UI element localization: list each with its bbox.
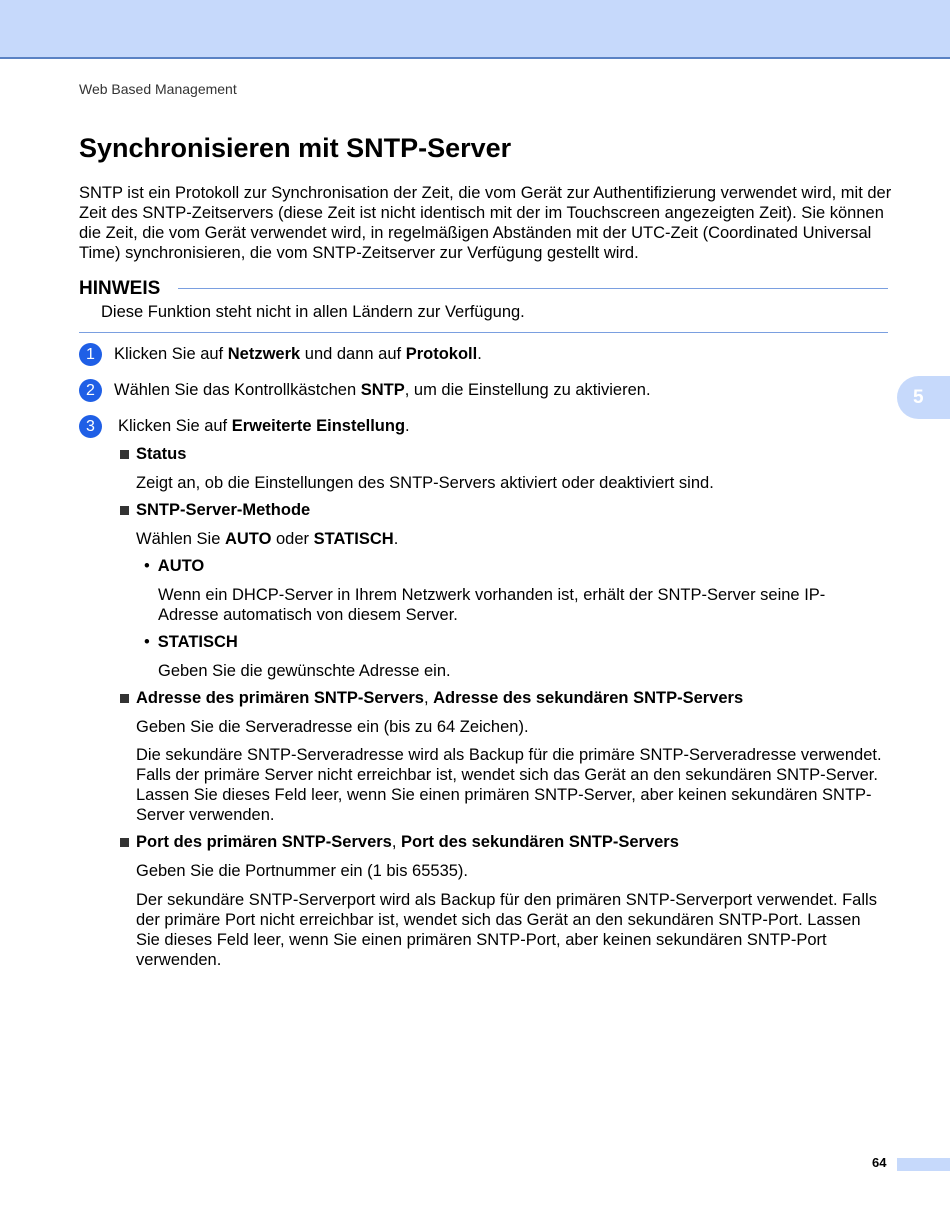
square-bullet-icon	[120, 450, 129, 459]
step-number-badge: 3	[79, 415, 102, 438]
menu-protokoll: Protokoll	[405, 345, 478, 363]
step-2	[79, 379, 651, 402]
square-bullet-icon	[120, 838, 129, 847]
square-bullet-icon	[120, 694, 129, 703]
note-divider-bottom	[79, 332, 888, 333]
square-bullet-icon	[120, 506, 129, 515]
advanced-settings-label: Erweiterte Einstellung	[231, 417, 406, 435]
menu-netzwerk: Netzwerk	[227, 345, 301, 363]
item-server-ports: Port des primären SNTP-Servers, Port des sekundären SNTP-Servers	[120, 833, 679, 852]
static-description: Geben Sie die gewünschte Adresse ein.	[158, 662, 451, 680]
status-description: Zeigt an, ob die Einstellungen des SNTP-Servers aktiviert oder deaktiviert sind.	[136, 474, 714, 492]
server-method-description: Wählen Sie AUTO oder STATISCH.	[136, 530, 399, 548]
step-number-badge: 1	[79, 343, 102, 366]
dot-bullet-icon: •	[144, 633, 150, 651]
step-1	[79, 343, 482, 366]
address-description-2: Die sekundäre SNTP-Serveradresse wird als Backup für die primäre SNTP-Serveradresse verwendet. Falls der primäre Server nicht erreichbar ist, wendet sich das Gerät an den sekundären SNTP-Server. Lassen Sie dieses Feld leer, wenn Sie einen primären SNTP-Server, aber keinen sekundären SNTP-Server verwenden.	[136, 746, 882, 824]
page-title: Synchronisieren mit SNTP-Server	[79, 133, 512, 163]
item-status: Status	[120, 445, 186, 464]
step-3	[79, 415, 410, 438]
address-description-1: Geben Sie die Serveradresse ein (bis zu 64 Zeichen).	[136, 718, 529, 736]
note-text: Diese Funktion steht nicht in allen Ländern zur Verfügung.	[101, 303, 525, 321]
port-description-1: Geben Sie die Portnummer ein (1 bis 65535).	[136, 862, 469, 880]
intro-paragraph: SNTP ist ein Protokoll zur Synchronisation der Zeit, die vom Gerät zur Authentifizierung verwendet wird, mit der Zeit des SNTP-Zeitservers (diese Zeit ist nicht identisch mit der im Touchscreen angezeigten Zeit). Sie können die Zeit, die vom Gerät verwendet wird, in regelmäßigen Abständen mit der UTC-Zeit (Coordinated Universal Time) synchronisieren, die vom SNTP-Zeitserver zur Verfügung gestellt wird.	[79, 184, 892, 262]
port-description-2: Der sekundäre SNTP-Serverport wird als Backup für den primären SNTP-Serverport verwendet. Falls der primäre Port nicht erreichbar ist, wendet sich das Gerät an den sekundären SNTP-Port. Lassen Sie dieses Feld leer, wenn Sie einen primären SNTP-Port, aber keinen sekundären SNTP-Port verwenden.	[136, 891, 877, 969]
step-text: Klicken Sie auf Erweiterte Einstellung.	[118, 417, 410, 435]
sub-item-auto: • AUTO	[144, 557, 205, 575]
sub-item-static: • STATISCH	[144, 633, 238, 651]
page-number-bar	[897, 1158, 950, 1171]
step-number-badge: 2	[79, 379, 102, 402]
item-server-method: SNTP-Server-Methode	[120, 501, 310, 520]
chapter-tab: 5	[897, 376, 950, 419]
running-header: Web Based Management	[79, 81, 237, 97]
step-text: Wählen Sie das Kontrollkästchen SNTP, um die Einstellung zu aktivieren.	[114, 381, 651, 399]
note-divider-top	[178, 288, 888, 289]
dot-bullet-icon: •	[144, 557, 150, 575]
auto-description: Wenn ein DHCP-Server in Ihrem Netzwerk vorhanden ist, erhält der SNTP-Server seine IP-Adresse automatisch von diesem Server.	[158, 586, 826, 624]
step-text: Klicken Sie auf Netzwerk und dann auf Protokoll.	[114, 345, 482, 363]
page-number: 64	[872, 1155, 887, 1170]
item-server-addresses: Adresse des primären SNTP-Servers, Adresse des sekundären SNTP-Servers	[120, 689, 743, 708]
checkbox-sntp-label: SNTP	[360, 381, 405, 399]
top-header-band	[0, 0, 950, 59]
note-heading: HINWEIS	[79, 278, 161, 299]
